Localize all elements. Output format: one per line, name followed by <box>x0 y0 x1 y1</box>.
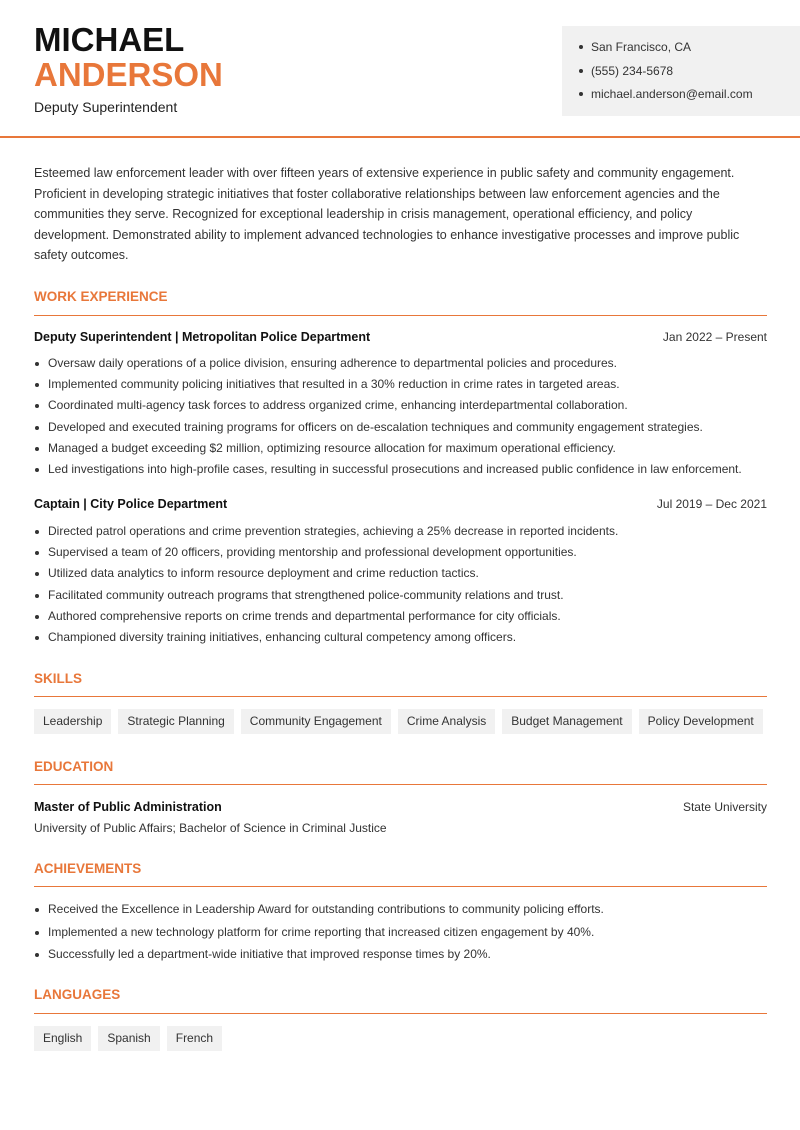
section-title-languages: LANGUAGES <box>34 987 121 1002</box>
contact-location: San Francisco, CA <box>579 40 800 64</box>
language-tag: French <box>167 1026 222 1051</box>
job-dates: Jan 2022 – Present <box>662 330 767 344</box>
list-item: Directed patrol operations and crime prevention strategies, achieving a 25% decrease in reported incidents. <box>34 524 774 545</box>
bullet-icon <box>35 594 39 598</box>
list-item: Managed a budget exceeding $2 million, optimizing resource allocation for maximum operational efficiency. <box>34 441 774 462</box>
list-item: Supervised a team of 20 officers, providing mentorship and professional development opportunities. <box>34 545 774 566</box>
section-title-achievements: ACHIEVEMENTS <box>34 861 142 876</box>
list-item: Championed diversity training initiatives, enhancing cultural competency among officers. <box>34 630 774 651</box>
list-item: Developed and executed training programs for officers on de-escalation techniques and community engagement strategies. <box>34 420 774 441</box>
achievements-list <box>34 902 774 970</box>
bullet-icon <box>35 530 39 534</box>
candidate-name <box>34 22 223 92</box>
first-name: MICHAEL <box>34 21 185 58</box>
contact-email[interactable]: michael.anderson@email.com <box>579 87 800 111</box>
job-bullets <box>34 524 774 651</box>
list-item: Utilized data analytics to inform resource deployment and crime reduction tactics. <box>34 566 774 587</box>
bullet-icon <box>35 953 39 957</box>
bullet-icon <box>35 908 39 912</box>
degree-title: Master of Public Administration <box>34 800 222 814</box>
section-divider <box>34 784 767 785</box>
job-title: Captain | City Police Department <box>34 497 228 511</box>
education-detail: University of Public Affairs; Bachelor of Science in Criminal Justice <box>34 821 387 835</box>
section-title-work: WORK EXPERIENCE <box>34 289 168 304</box>
bullet-icon <box>35 426 39 430</box>
bullet-icon <box>35 572 39 576</box>
skill-tag: Crime Analysis <box>398 709 495 734</box>
list-item: Oversaw daily operations of a police division, ensuring adherence to departmental policies and procedures. <box>34 356 774 377</box>
job-header <box>34 330 767 344</box>
bullet-icon <box>35 615 39 619</box>
bullet-icon <box>35 931 39 935</box>
bullet-icon <box>579 45 583 49</box>
education-header <box>34 800 767 814</box>
bullet-icon <box>579 92 583 96</box>
section-divider <box>34 696 767 697</box>
resume-header <box>0 0 800 138</box>
list-item: Successfully led a department-wide initiative that improved response times by 20%. <box>34 947 774 970</box>
skill-tag: Leadership <box>34 709 111 734</box>
bullet-icon <box>35 383 39 387</box>
section-divider <box>34 1013 767 1014</box>
list-item: Received the Excellence in Leadership Award for outstanding contributions to community policing efforts. <box>34 902 774 925</box>
bullet-icon <box>579 69 583 73</box>
skill-tag: Budget Management <box>502 709 631 734</box>
list-item: Authored comprehensive reports on crime trends and departmental performance for city officials. <box>34 609 774 630</box>
bullet-icon <box>35 362 39 366</box>
job-title: Deputy Superintendent | Metropolitan Police Department <box>34 330 371 344</box>
job-title-headline: Deputy Superintendent <box>34 99 178 115</box>
section-divider <box>34 886 767 887</box>
language-tag: English <box>34 1026 91 1051</box>
contact-phone: (555) 234-5678 <box>579 64 800 88</box>
section-divider <box>34 315 767 316</box>
skill-tag: Policy Development <box>639 709 763 734</box>
section-title-education: EDUCATION <box>34 759 114 774</box>
skills-tags <box>34 709 763 734</box>
bullet-icon <box>35 404 39 408</box>
list-item: Implemented a new technology platform for crime reporting that increased citizen engagement by 40%. <box>34 925 774 948</box>
list-item: Facilitated community outreach programs that strengthened police-community relations and trust. <box>34 588 774 609</box>
list-item: Led investigations into high-profile cases, resulting in successful prosecutions and increased public confidence in law enforcement. <box>34 462 774 483</box>
job-header <box>34 497 767 511</box>
skill-tag: Community Engagement <box>241 709 391 734</box>
skill-tag: Strategic Planning <box>118 709 233 734</box>
last-name: ANDERSON <box>34 56 223 93</box>
bullet-icon <box>35 551 39 555</box>
bullet-icon <box>35 468 39 472</box>
job-dates: Jul 2019 – Dec 2021 <box>656 497 767 511</box>
professional-summary: Esteemed law enforcement leader with over fifteen years of extensive experience in public safety and community engagement. Proficient in developing strategic initiatives that foster collaborative relationships between law enforcement agencies and the communities they serve. Recognized for exceptional leadership in crisis management, operational efficiency, and policy development. Demonstrated ability to implement advanced technologies to enhance investigative processes and improve public safety outcomes. <box>34 166 740 262</box>
contact-box <box>562 26 800 116</box>
bullet-icon <box>35 447 39 451</box>
section-title-skills: SKILLS <box>34 671 83 686</box>
list-item: Implemented community policing initiatives that resulted in a 30% reduction in crime rates in targeted areas. <box>34 377 774 398</box>
language-tags <box>34 1026 222 1051</box>
list-item: Coordinated multi-agency task forces to address organized crime, enhancing interdepartmental collaboration. <box>34 398 774 419</box>
language-tag: Spanish <box>98 1026 159 1051</box>
school-name: State University <box>682 800 767 814</box>
bullet-icon <box>35 636 39 640</box>
job-bullets <box>34 356 774 483</box>
